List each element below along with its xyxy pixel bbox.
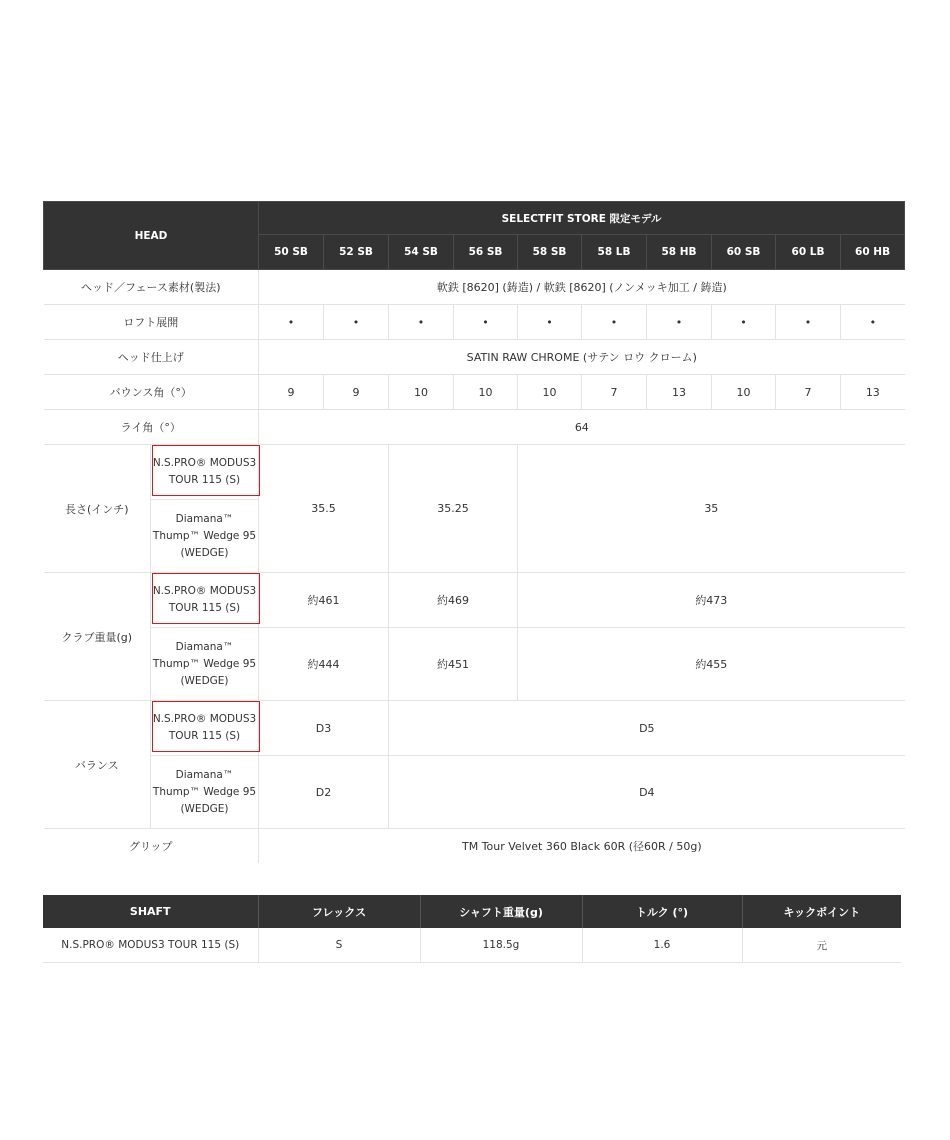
loft-mark: • bbox=[259, 305, 324, 340]
kickpoint-col-header: キックポイント bbox=[742, 895, 901, 928]
torque-value: 1.6 bbox=[582, 928, 742, 963]
bounce-value: 10 bbox=[712, 375, 776, 410]
weight-value: 約461 bbox=[259, 573, 389, 628]
shaft-name-diamana: Diamana™ Thump™ Wedge 95 (WEDGE) bbox=[151, 756, 259, 829]
balance-value: D3 bbox=[259, 701, 389, 756]
shaft-weight-value: 118.5g bbox=[420, 928, 582, 963]
model-header: 60 HB bbox=[841, 235, 905, 270]
length-value: 35.5 bbox=[259, 445, 389, 573]
loft-mark: • bbox=[582, 305, 647, 340]
table-row bbox=[44, 305, 905, 340]
material-value: 軟鉄 [8620] (鋳造) / 軟鉄 [8620] (ノンメッキ加工 / 鋳造) bbox=[259, 270, 905, 305]
shaft-name-diamana: Diamana™ Thump™ Wedge 95 (WEDGE) bbox=[151, 500, 259, 573]
lie-value: 64 bbox=[259, 410, 905, 445]
row-label-weight: クラブ重量(g) bbox=[44, 573, 151, 701]
bounce-value: 7 bbox=[776, 375, 841, 410]
weight-value: 約451 bbox=[389, 628, 518, 701]
shaft-name-modus: N.S.PRO® MODUS3 TOUR 115 (S) bbox=[151, 701, 259, 756]
shaft-name: N.S.PRO® MODUS3 TOUR 115 (S) bbox=[43, 928, 258, 963]
bounce-value: 13 bbox=[647, 375, 712, 410]
table-row bbox=[44, 375, 905, 410]
model-header: 52 SB bbox=[324, 235, 389, 270]
row-label-lie: ライ角（°） bbox=[44, 410, 259, 445]
model-header: 54 SB bbox=[389, 235, 454, 270]
table-row bbox=[44, 628, 905, 701]
shaft-name-modus: N.S.PRO® MODUS3 TOUR 115 (S) bbox=[151, 445, 259, 500]
kickpoint-value: 元 bbox=[742, 928, 901, 963]
group-header: SELECTFIT STORE 限定モデル bbox=[259, 202, 905, 235]
balance-value: D4 bbox=[389, 756, 905, 829]
grip-value: TM Tour Velvet 360 Black 60R (径60R / 50g) bbox=[259, 829, 905, 864]
table-row bbox=[44, 270, 905, 305]
weight-value: 約469 bbox=[389, 573, 518, 628]
loft-mark: • bbox=[454, 305, 518, 340]
table-row bbox=[44, 756, 905, 829]
bounce-value: 9 bbox=[259, 375, 324, 410]
model-header: 60 SB bbox=[712, 235, 776, 270]
loft-mark: • bbox=[324, 305, 389, 340]
length-value: 35 bbox=[518, 445, 905, 573]
loft-mark: • bbox=[776, 305, 841, 340]
model-header: 60 LB bbox=[776, 235, 841, 270]
table-row bbox=[44, 701, 905, 756]
shaft-name-modus: N.S.PRO® MODUS3 TOUR 115 (S) bbox=[151, 573, 259, 628]
torque-col-header: トルク (°) bbox=[582, 895, 742, 928]
finish-value: SATIN RAW CHROME (サテン ロウ クローム) bbox=[259, 340, 905, 375]
row-label-loft: ロフト展開 bbox=[44, 305, 259, 340]
model-header: 58 LB bbox=[582, 235, 647, 270]
row-label-finish: ヘッド仕上げ bbox=[44, 340, 259, 375]
loft-mark: • bbox=[647, 305, 712, 340]
length-value: 35.25 bbox=[389, 445, 518, 573]
head-header: HEAD bbox=[44, 202, 259, 270]
shaft-weight-col-header: シャフト重量(g) bbox=[420, 895, 582, 928]
table-row bbox=[43, 928, 901, 963]
flex-value: S bbox=[258, 928, 420, 963]
row-label-grip: グリップ bbox=[128, 840, 173, 853]
bounce-value: 9 bbox=[324, 375, 389, 410]
row-label-material: ヘッド／フェース素材(製法) bbox=[44, 270, 259, 305]
table-row bbox=[44, 410, 905, 445]
shaft-col-header: SHAFT bbox=[43, 895, 258, 928]
row-label-length: 長さ(インチ) bbox=[44, 445, 151, 573]
flex-col-header: フレックス bbox=[258, 895, 420, 928]
shaft-spec-table bbox=[43, 895, 901, 963]
loft-mark: • bbox=[712, 305, 776, 340]
table-row bbox=[44, 340, 905, 375]
head-spec-table bbox=[43, 201, 905, 863]
weight-value: 約455 bbox=[518, 628, 905, 701]
bounce-value: 10 bbox=[389, 375, 454, 410]
table-row bbox=[44, 445, 905, 500]
loft-mark: • bbox=[841, 305, 905, 340]
model-header: 58 HB bbox=[647, 235, 712, 270]
bounce-value: 10 bbox=[454, 375, 518, 410]
weight-value: 約444 bbox=[259, 628, 389, 701]
row-label-balance: バランス bbox=[44, 701, 151, 829]
table-row bbox=[44, 573, 905, 628]
model-header: 56 SB bbox=[454, 235, 518, 270]
balance-value: D2 bbox=[259, 756, 389, 829]
loft-mark: • bbox=[518, 305, 582, 340]
table-row bbox=[44, 829, 905, 864]
shaft-name-diamana: Diamana™ Thump™ Wedge 95 (WEDGE) bbox=[151, 628, 259, 701]
balance-value: D5 bbox=[389, 701, 905, 756]
model-header: 50 SB bbox=[259, 235, 324, 270]
loft-mark: • bbox=[389, 305, 454, 340]
weight-value: 約473 bbox=[518, 573, 905, 628]
bounce-value: 13 bbox=[841, 375, 905, 410]
row-label-bounce: バウンス角（°） bbox=[44, 375, 259, 410]
bounce-value: 7 bbox=[582, 375, 647, 410]
bounce-value: 10 bbox=[518, 375, 582, 410]
model-header: 58 SB bbox=[518, 235, 582, 270]
